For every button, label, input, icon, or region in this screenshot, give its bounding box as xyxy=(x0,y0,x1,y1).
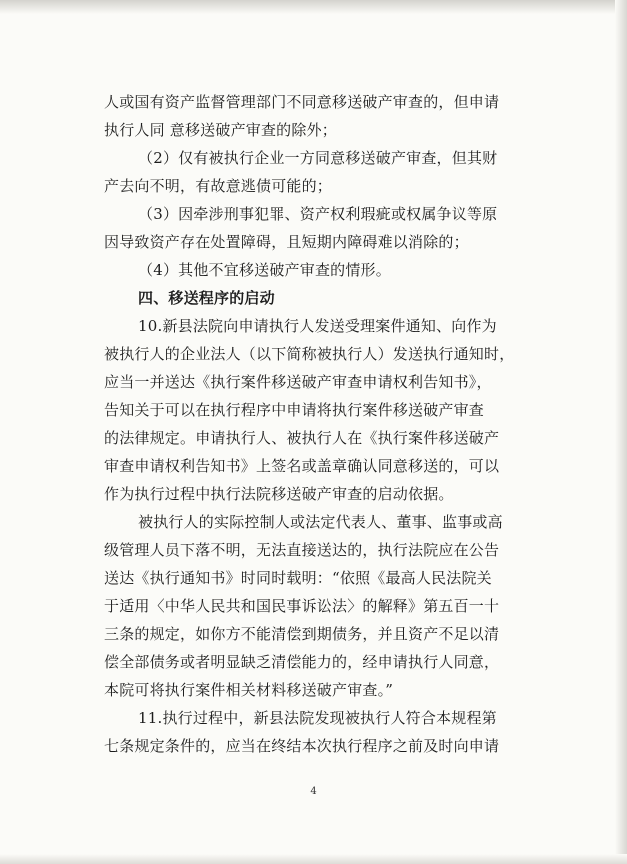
text-line: 三条的规定，如你方不能清偿到期债务，并且资产不足以清 xyxy=(104,625,500,643)
text-line: 执行人同 意移送破产审查的除外； xyxy=(104,121,337,139)
text-line: 作为执行过程中执行法院移送破产审查的启动依据。 xyxy=(104,485,454,503)
text-line: 人或国有资产监督管理部门不同意移送破产审查的，但申请 xyxy=(104,93,500,111)
list-item-2: （2）仅有被执行企业一方同意移送破产审查，但其财 xyxy=(138,149,498,167)
text-line: 产去向不明，有故意逃债可能的； xyxy=(104,177,333,195)
document-body xyxy=(104,88,532,760)
text-line: 审查申请权利告知书》上签名或盖章确认同意移送的，可以 xyxy=(104,457,500,475)
text-line: 的法律规定。申请执行人、被执行人在《执行案件移送破产 xyxy=(104,429,500,447)
paragraph-start: 被执行人的实际控制人或法定代表人、董事、监事或高 xyxy=(138,513,503,531)
text-line: 七条规定条件的，应当在终结本次执行程序之前及时向申请 xyxy=(104,737,500,755)
list-item-3: （3）因牵涉刑事犯罪、资产权利瑕疵或权属争议等原 xyxy=(138,205,498,223)
scan-shadow-right xyxy=(615,0,627,864)
section-heading: 四、移送程序的启动 xyxy=(138,289,275,307)
article-11-start: 11.执行过程中，新县法院发现被执行人符合本规程第 xyxy=(138,709,497,727)
text-line: 级管理人员下落不明，无法直接送达的，执行法院应在公告 xyxy=(104,541,500,559)
scan-shadow-bottom xyxy=(0,854,627,864)
text-line: 被执行人的企业法人（以下简称被执行人）发送执行通知时， xyxy=(104,345,515,363)
scan-shadow-top xyxy=(0,0,627,14)
text-line: 于适用〈中华人民共和国民事诉讼法〉的解释》第五百一十 xyxy=(104,597,500,615)
list-item-4: （4）其他不宜移送破产审查的情形。 xyxy=(138,261,391,279)
text-line: 因导致资产存在处置障碍，且短期内障碍难以消除的； xyxy=(104,233,469,251)
text-line: 本院可将执行案件相关材料移送破产审查。” xyxy=(104,681,394,699)
text-line: 告知关于可以在执行程序中申请将执行案件移送破产审查 xyxy=(104,401,485,419)
article-10-start: 10.新县法院向申请执行人发送受理案件通知、向作为 xyxy=(138,317,497,335)
text-line: 应当一并送达《执行案件移送破产审查申请权利告知书》， xyxy=(104,373,492,391)
text-line: 偿全部债务或者明显缺乏清偿能力的，经申请执行人同意， xyxy=(104,653,500,671)
text-line: 送达《执行通知书》时同时载明：“依照《最高人民法院关 xyxy=(104,569,492,587)
page-number: 4 xyxy=(310,786,317,797)
